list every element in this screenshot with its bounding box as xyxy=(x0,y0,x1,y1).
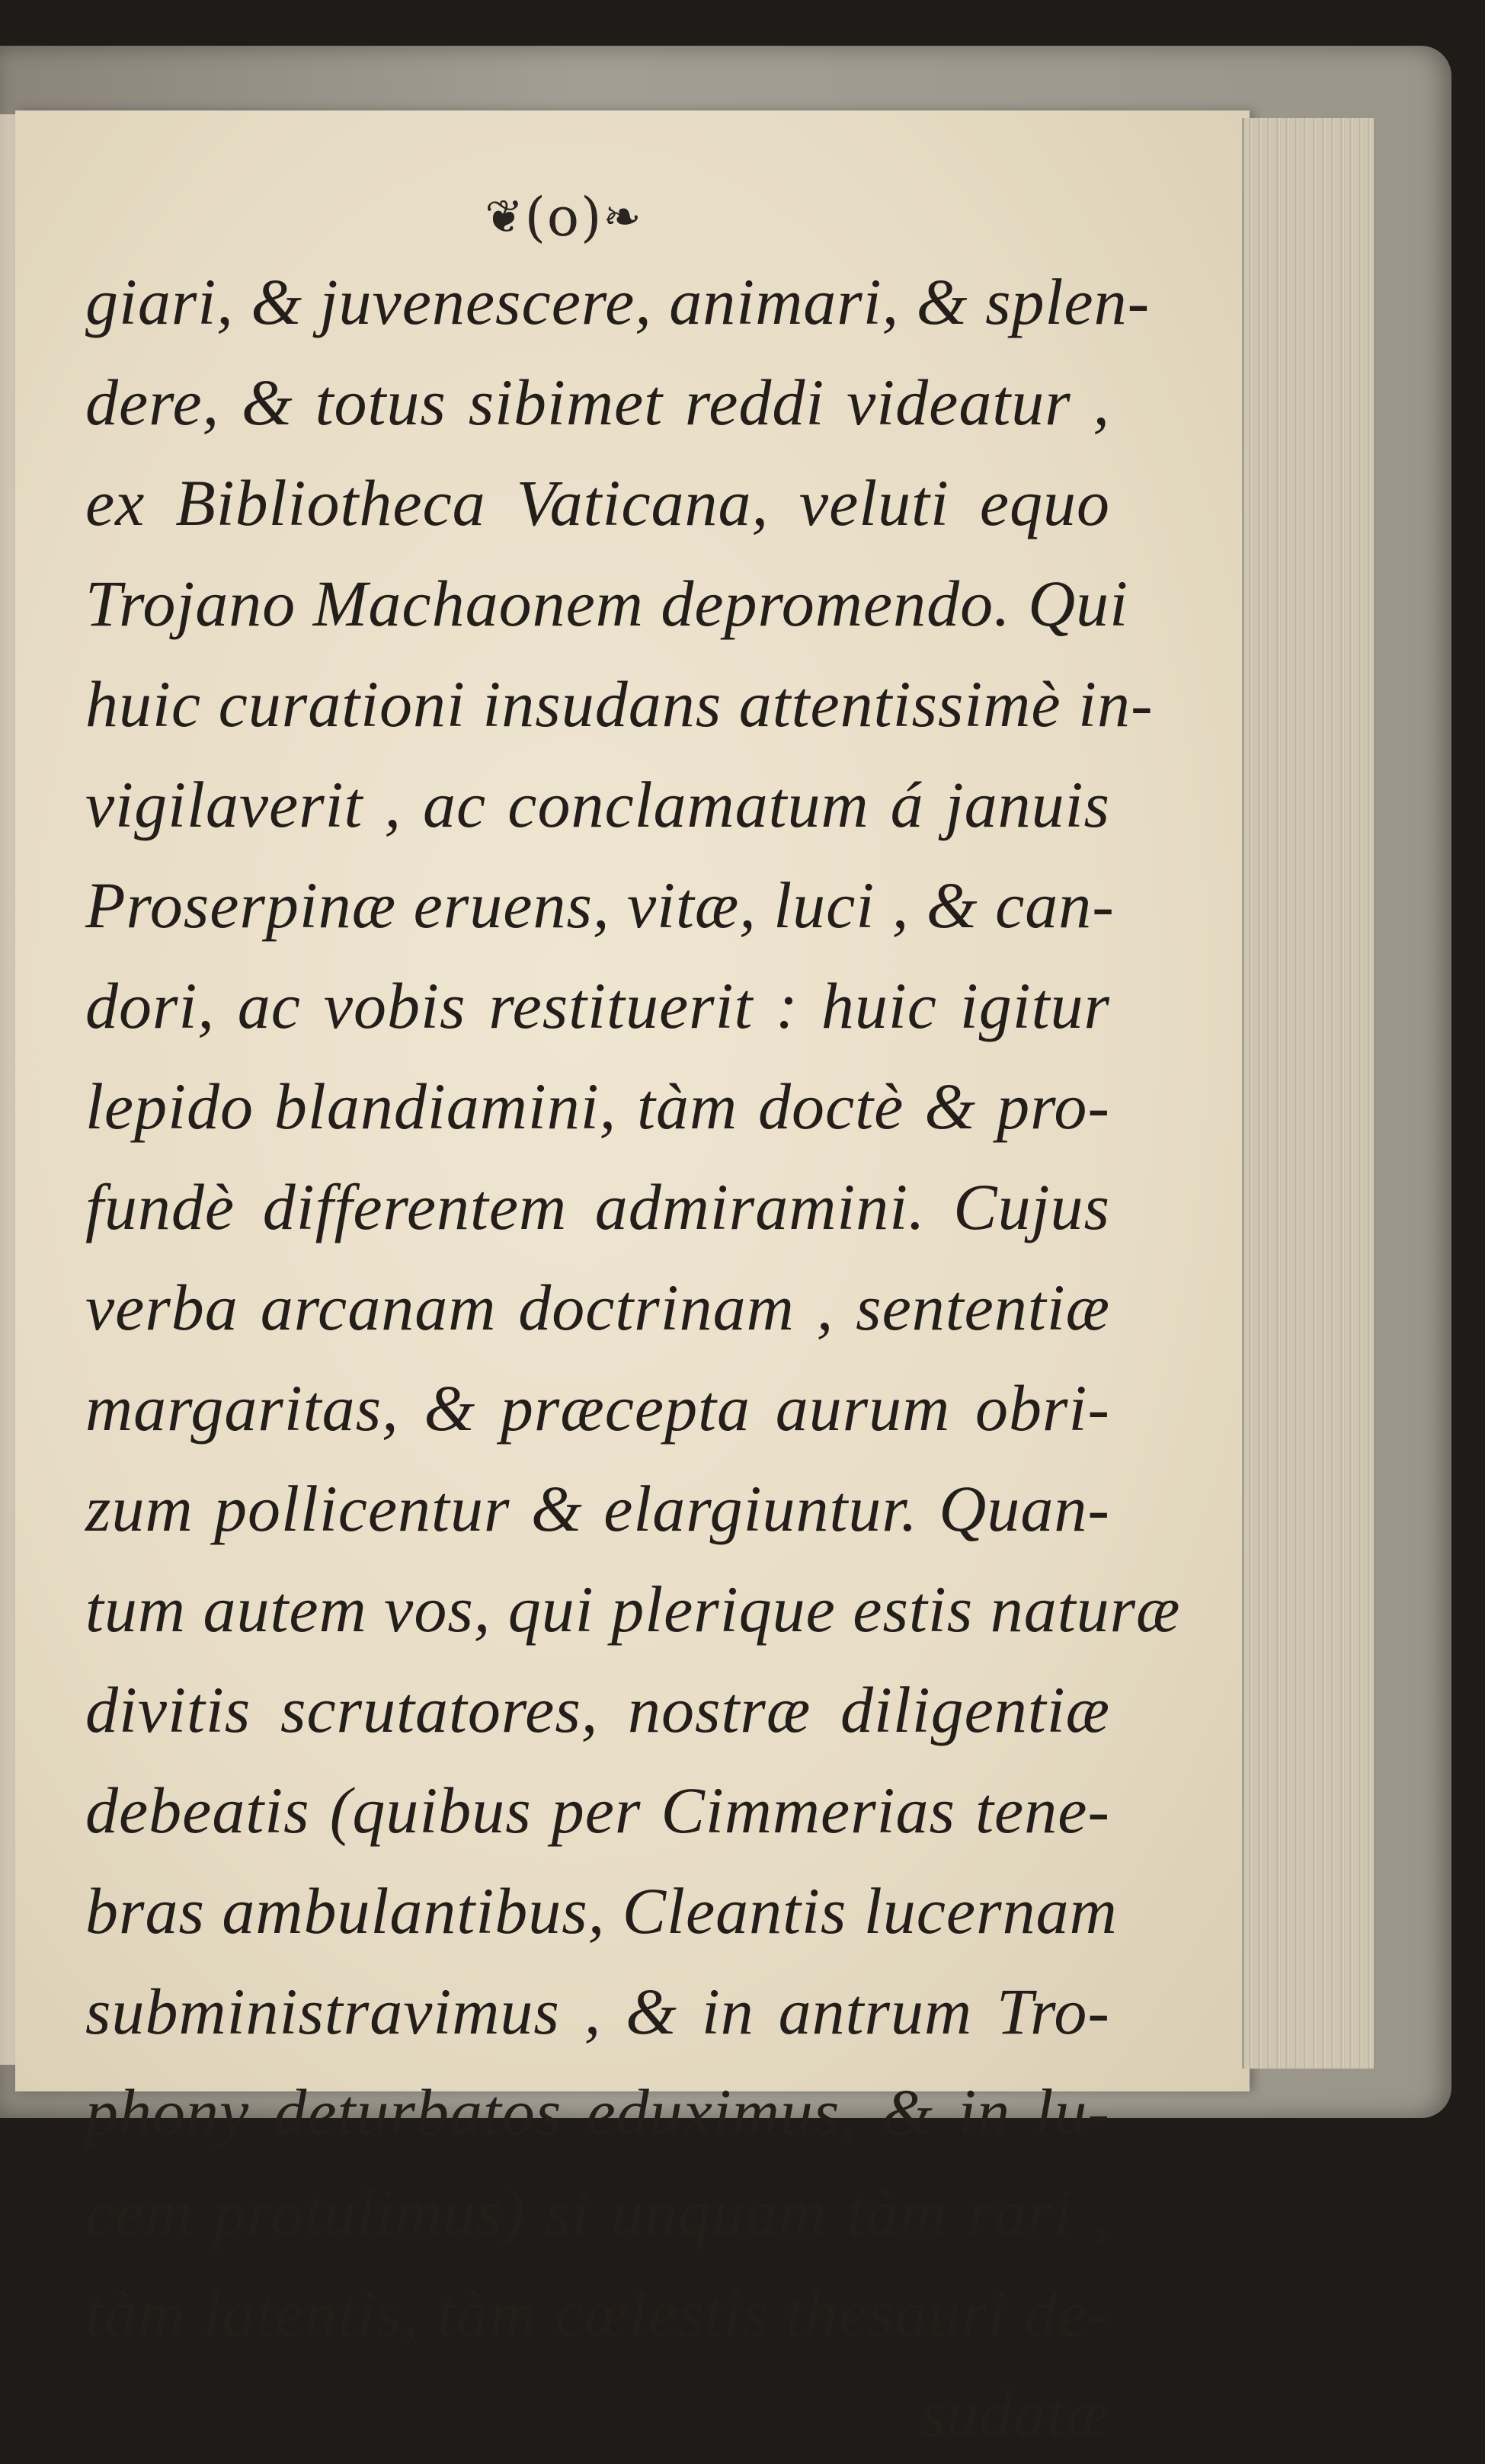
text-line: dere, & totus sibimet reddi videatur , xyxy=(85,366,1110,439)
text-line: dori, ac vobis restituerit : huic igitur xyxy=(85,969,1110,1042)
ornament-right-icon: ❧ xyxy=(603,190,643,244)
text-line: vigilaverit , ac conclamatum á januis xyxy=(85,768,1110,841)
text-line: debeatis (quibus per Cimmerias tene- xyxy=(85,1774,1110,1847)
text-line: huic curationi insudans attentissimè in- xyxy=(85,667,1154,741)
page-text xyxy=(85,251,1181,2464)
text-line: tàm latentis, tàm cœlestis thesauri de- xyxy=(85,2277,1110,2350)
text-line: lepido blandiamini, tàm doctè & pro- xyxy=(85,1070,1110,1143)
headpiece-center: (o) xyxy=(524,186,603,248)
page-headpiece xyxy=(457,183,670,251)
page-edges xyxy=(1242,118,1374,2069)
text-line: Proserpinæ eruens, vitæ, luci , & can- xyxy=(85,869,1115,942)
text-line: ex Bibliotheca Vaticana, veluti equo xyxy=(85,466,1110,539)
text-line: verba arcanam doctrinam , sententiæ xyxy=(85,1271,1110,1344)
text-line: margaritas, & præcepta aurum obri- xyxy=(85,1371,1110,1445)
text-line: fundè differentem admiramini. Cujus xyxy=(85,1170,1110,1243)
text-line: subministravimus , & in antrum Tro- xyxy=(85,1975,1110,2048)
ornament-left-icon: ❦ xyxy=(485,190,525,244)
text-line: giari, & juvenescere, animari, & splen- xyxy=(85,265,1151,338)
text-line: zum pollicentur & elargiuntur. Quan- xyxy=(85,1472,1110,1545)
catchword: sudatæ xyxy=(920,2377,1110,2450)
text-line: bras ambulantibus, Cleantis lucernam xyxy=(85,1874,1118,1947)
text-line: phony deturbatos eduximus, & in lu- xyxy=(85,2075,1110,2149)
text-line: cem protulimus) si unquam tàm rari , xyxy=(85,2176,1110,2249)
text-line: divitis scrutatores, nostræ diligentiæ xyxy=(85,1673,1110,1746)
text-line: tum autem vos, qui plerique estis naturæ xyxy=(85,1573,1181,1646)
text-line: Trojano Machaonem depromendo. Qui xyxy=(85,567,1129,640)
